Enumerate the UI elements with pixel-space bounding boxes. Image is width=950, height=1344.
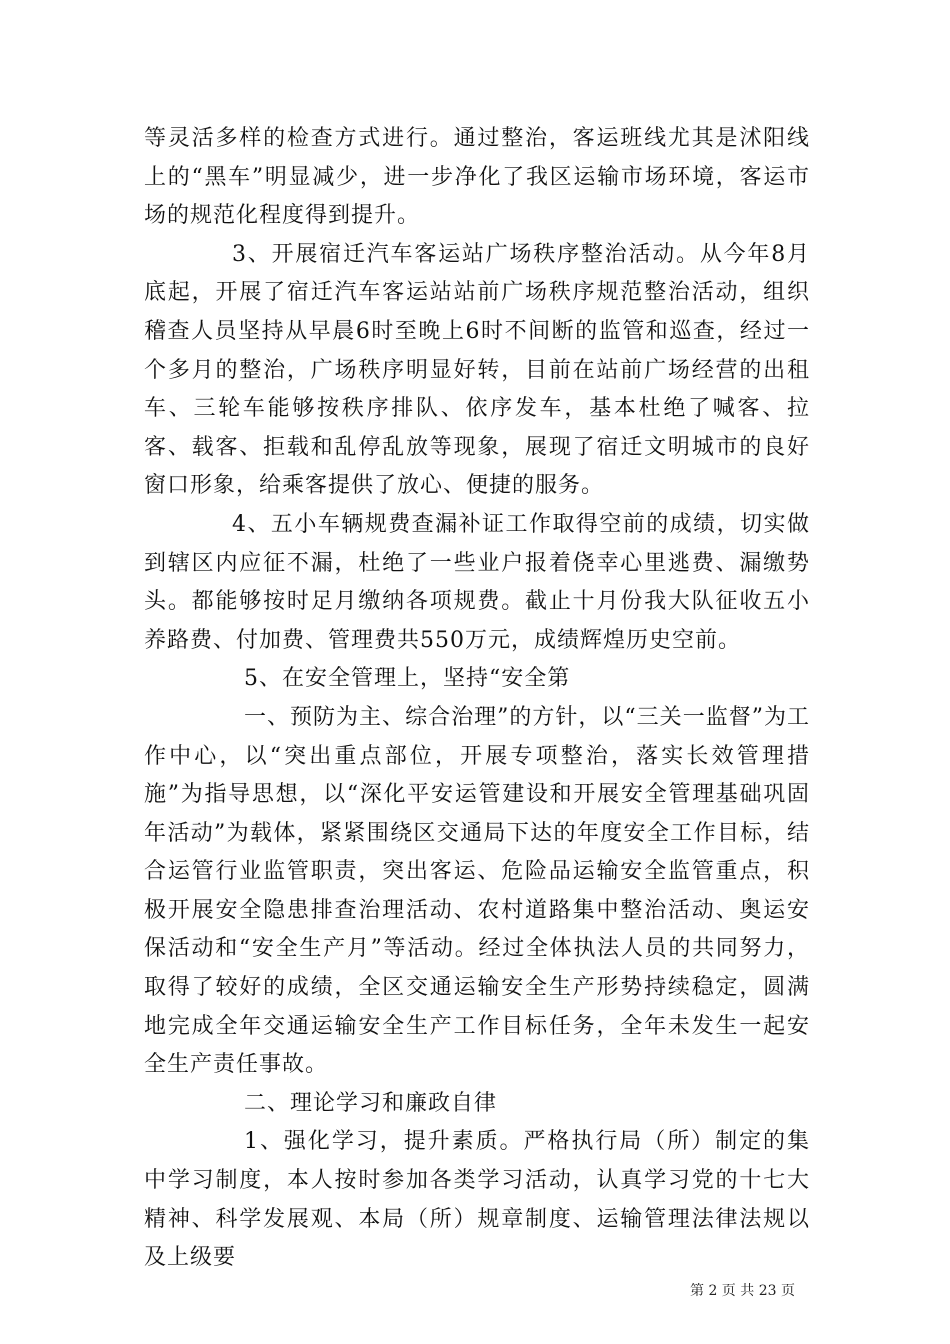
paragraph-safety-management-intro: 5、在安全管理上，坚持“安全第 bbox=[244, 666, 571, 692]
document-body bbox=[144, 120, 810, 1278]
paragraph-vehicle-fee-collection: 4、五小车辆规费查漏补证工作取得空前的成绩，切实做到辖区内应征不漏，杜绝了一些业户报着侥幸心里逃费、漏缴势头。都能够按时足月缴纳各项规费。截止十月份我大队征收五小养路费、付加费、管理费共550万元，成绩辉煌历史空前。 bbox=[144, 511, 810, 653]
paragraph-safety-management-detail: 一、预防为主、综合治理”的方针，以“三关一监督”为工作中心，以“突出重点部位，开展专项整治，落实长效管理措施”为指导思想，以“深化平安运管建设和开展安全管理基础巩固年活动”为载体，紧紧围绕区交通局下达的年度安全工作目标，结合运管行业监管职责，突出客运、危险品运输安全监管重点，积极开展安全隐患排查治理活动、农村道路集中整治活动、奥运安保活动和“安全生产月”等活动。经过全体执法人员的共同努力，取得了较好的成绩，全区交通运输安全生产形势持续稳定，圆满地完成全年交通运输安全生产工作目标任务，全年未发生一起安全生产责任事故。 bbox=[144, 704, 810, 1078]
paragraph-strengthen-study: 1、强化学习，提升素质。严格执行局（所）制定的集中学习制度，本人按时参加各类学习活动，认真学习党的十七大精神、科学发展观、本局（所）规章制度、运输管理法律法规以及上级要 bbox=[144, 1129, 810, 1271]
section-heading-theory-study: 二、理论学习和廉政自律 bbox=[244, 1090, 498, 1116]
paragraph-inspection-results: 等灵活多样的检查方式进行。通过整治，客运班线尤其是沭阳线上的“黑车”明显减少，进一步净化了我区运输市场环境，客运市场的规范化程度得到提升。 bbox=[144, 126, 810, 229]
page-number-indicator: 第 2 页 共 23 页 bbox=[690, 1283, 795, 1299]
paragraph-station-square-rectification: 3、开展宿迁汽车客运站广场秩序整治活动。从今年8月底起，开展了宿迁汽车客运站站前广场秩序规范整治活动，组织稽查人员坚持从早晨6时至晚上6时不间断的监管和巡查，经过一个多月的整治，广场秩序明显好转，目前在站前广场经营的出租车、三轮车能够按秩序排队、依序发车，基本杜绝了喊客、拉客、载客、拒载和乱停乱放等现象，展现了宿迁文明城市的良好窗口形象，给乘客提供了放心、便捷的服务。 bbox=[144, 241, 810, 499]
